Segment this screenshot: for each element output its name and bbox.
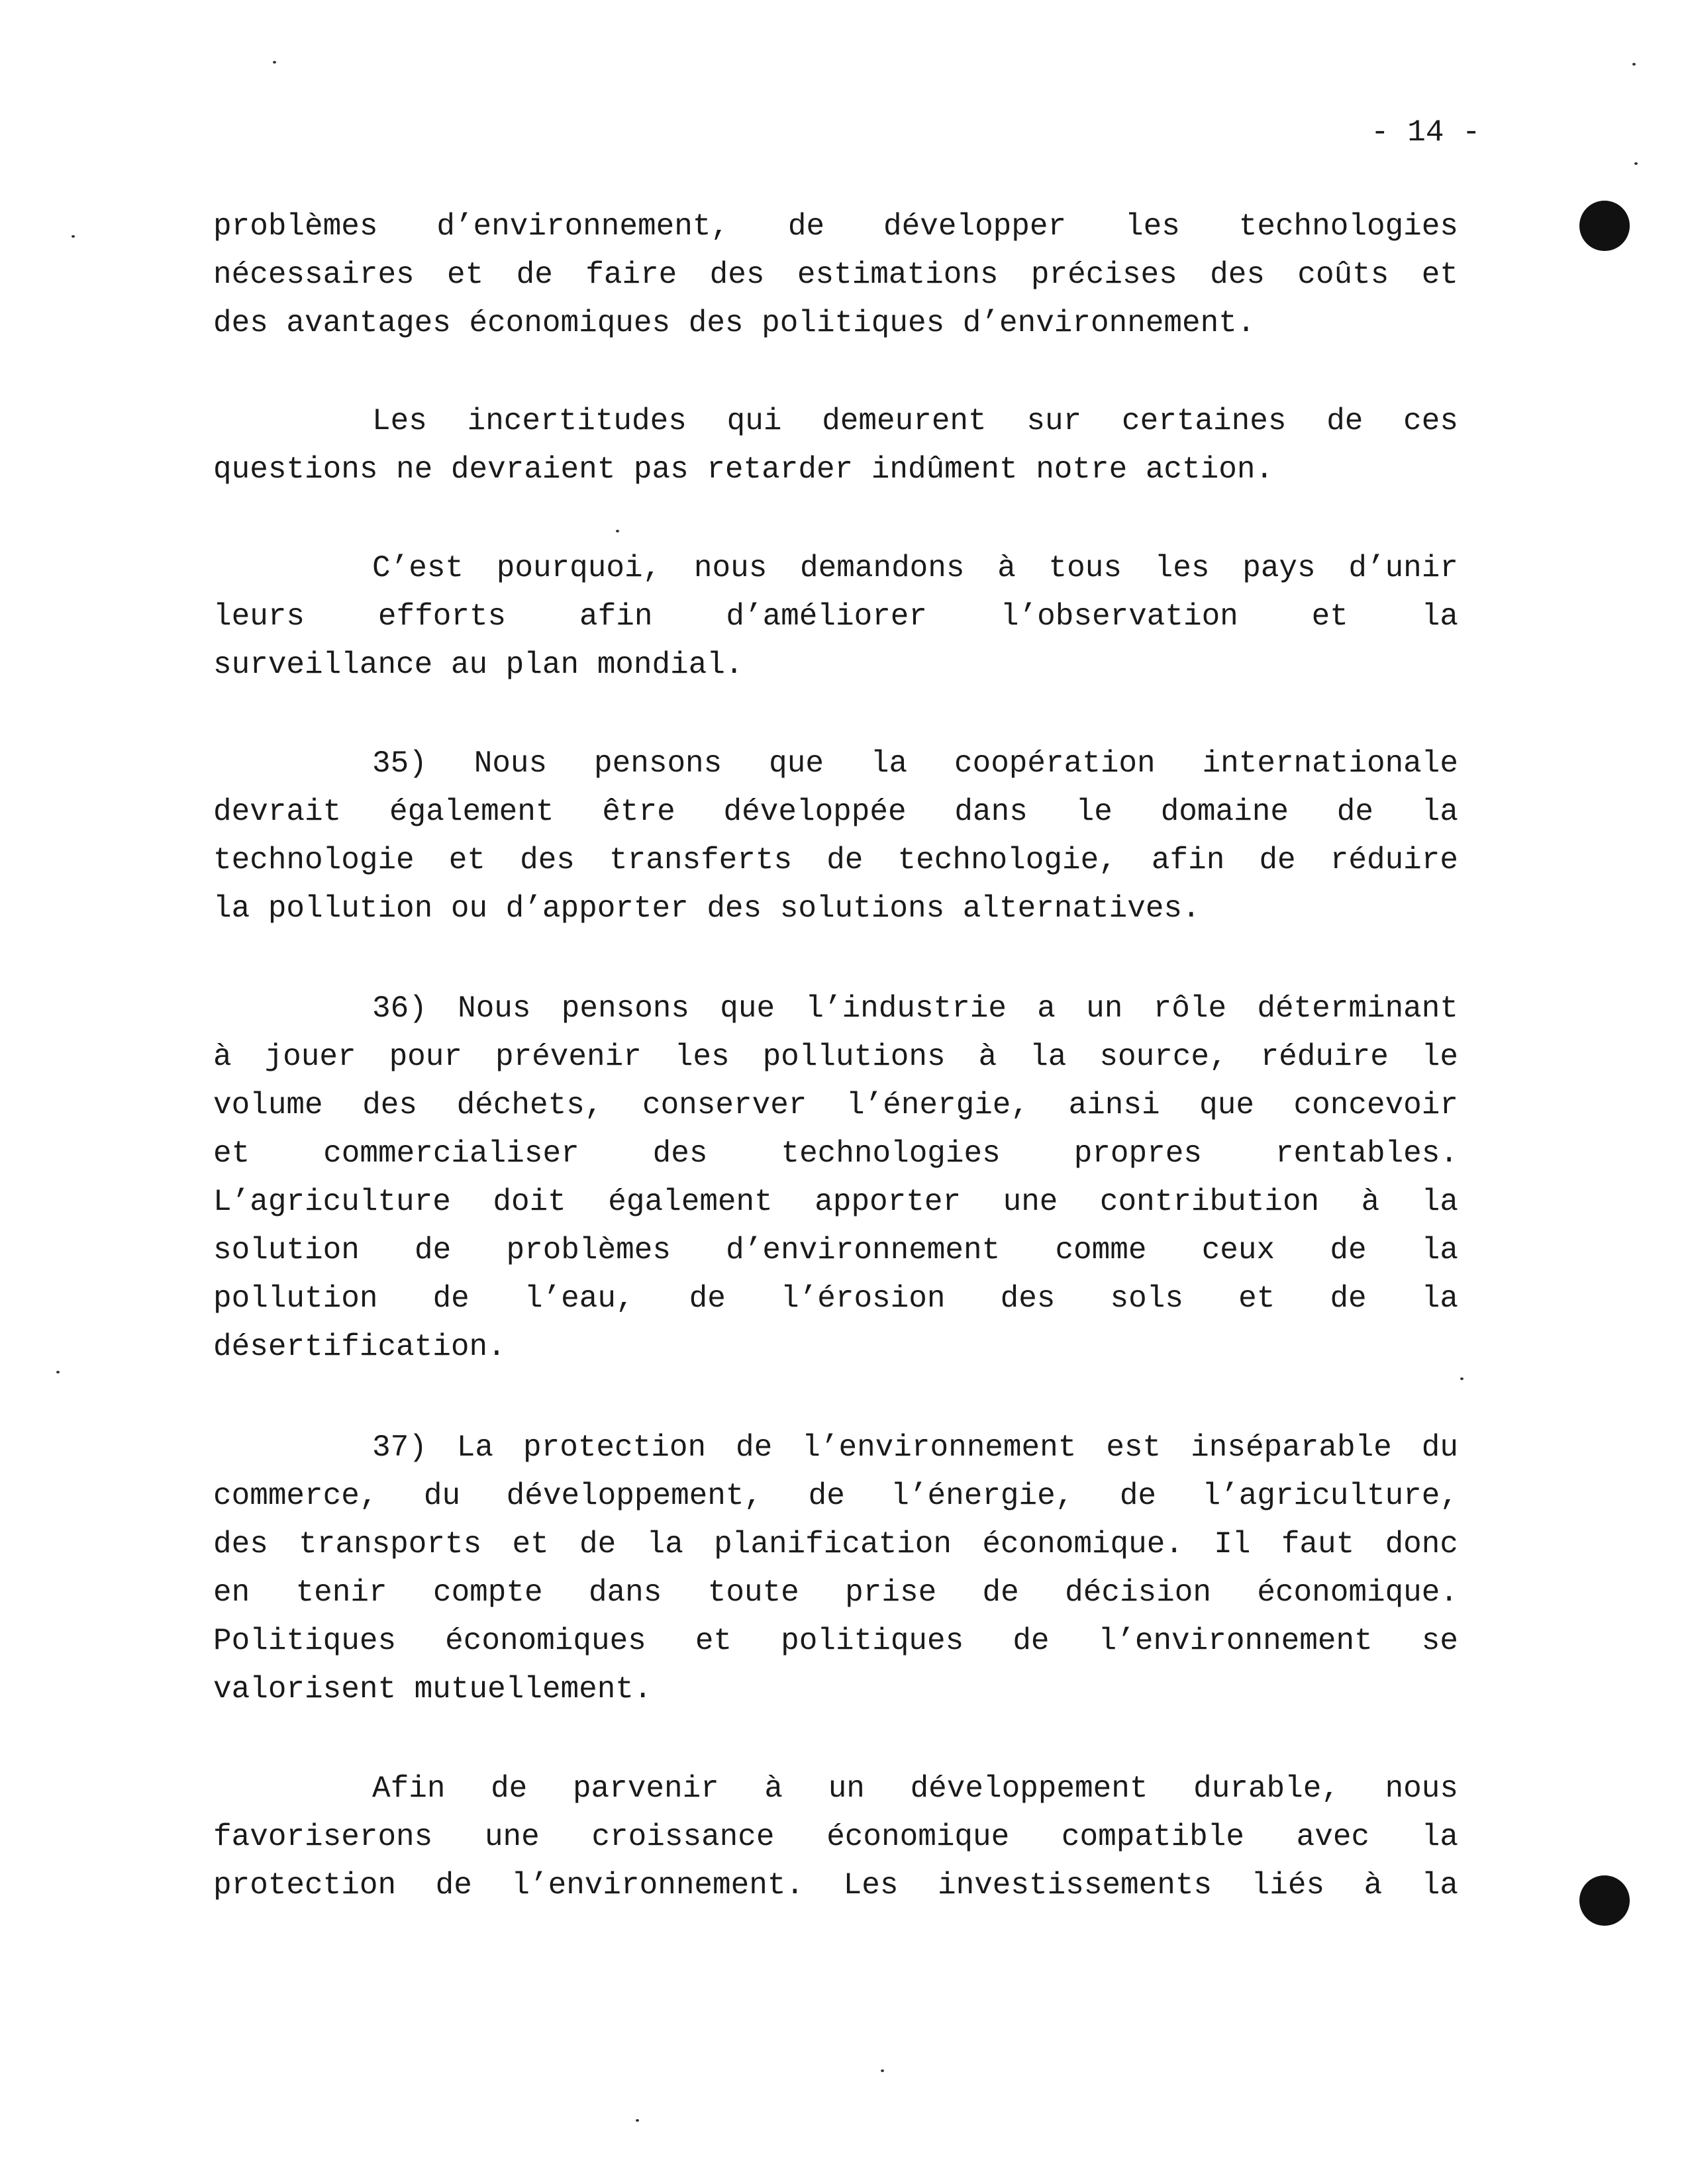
text-line: Les incertitudes qui demeurent sur certaines de ces — [372, 404, 1458, 438]
punch-hole-top — [1579, 201, 1630, 251]
paragraph-1 — [213, 203, 1458, 348]
text-line: questions ne devraient pas retarder indûment notre action. — [213, 452, 1274, 487]
text-line: leurs efforts afin d’améliorer l’observation et la — [213, 599, 1458, 634]
scan-speck — [273, 61, 276, 64]
punch-hole-bottom — [1579, 1875, 1630, 1926]
text-line: Politiques économiques et politiques de l’environnement se — [213, 1624, 1458, 1658]
text-line: 35) Nous pensons que la coopération internationale — [372, 746, 1458, 781]
scan-speck — [616, 530, 619, 532]
paragraph-36 — [213, 985, 1458, 1371]
scan-speck — [881, 2069, 884, 2072]
text-line: à jouer pour prévenir les pollutions à la source, réduire le — [213, 1040, 1458, 1074]
scan-speck — [1634, 162, 1638, 165]
text-line: 37) La protection de l’environnement est inséparable du — [372, 1430, 1458, 1465]
text-line: technologie et des transferts de technologie, afin de réduire — [213, 843, 1458, 877]
text-line: des transports et de la planification économique. Il faut donc — [213, 1527, 1458, 1562]
text-line: L’agriculture doit également apporter une contribution à la — [213, 1185, 1458, 1219]
paragraph-35 — [213, 740, 1458, 933]
paragraph-7 — [213, 1765, 1458, 1910]
text-line: solution de problèmes d’environnement comme ceux de la — [213, 1233, 1458, 1267]
text-line: en tenir compte dans toute prise de décision économique. — [213, 1575, 1458, 1610]
text-line: favoriserons une croissance économique compatible avec la — [213, 1820, 1458, 1854]
text-line: 36) Nous pensons que l’industrie a un rôle déterminant — [372, 991, 1458, 1026]
text-line: des avantages économiques des politiques d’environnement. — [213, 306, 1256, 340]
text-line: nécessaires et de faire des estimations précises des coûts et — [213, 258, 1458, 292]
scan-speck — [72, 235, 75, 238]
text-line: désertification. — [213, 1330, 506, 1364]
text-line: C’est pourquoi, nous demandons à tous les pays d’unir — [372, 551, 1458, 585]
scan-speck — [1460, 1377, 1463, 1380]
paragraph-37 — [213, 1424, 1458, 1714]
scan-speck — [636, 2119, 639, 2122]
text-line: valorisent mutuellement. — [213, 1672, 652, 1707]
text-line: surveillance au plan mondial. — [213, 648, 744, 682]
paragraph-2 — [213, 397, 1458, 494]
text-line: et commercialiser des technologies propres rentables. — [213, 1136, 1458, 1171]
text-line: devrait également être développée dans le domaine de la — [213, 795, 1458, 829]
text-line: problèmes d’environnement, de développer les technologies — [213, 209, 1458, 244]
text-line: protection de l’environnement. Les investissements liés à la — [213, 1868, 1458, 1903]
text-line: pollution de l’eau, de l’érosion des sols et de la — [213, 1281, 1458, 1316]
page-number: - 14 - — [1371, 115, 1481, 150]
text-line: commerce, du développement, de l’énergie, de l’agriculture, — [213, 1479, 1458, 1513]
scan-speck — [1632, 63, 1636, 66]
text-line: Afin de parvenir à un développement durable, nous — [372, 1771, 1458, 1806]
text-line: la pollution ou d’apporter des solutions alternatives. — [213, 891, 1201, 926]
text-line: volume des déchets, conserver l’énergie, ainsi que concevoir — [213, 1088, 1458, 1122]
scan-speck — [56, 1371, 60, 1373]
paragraph-3 — [213, 544, 1458, 689]
